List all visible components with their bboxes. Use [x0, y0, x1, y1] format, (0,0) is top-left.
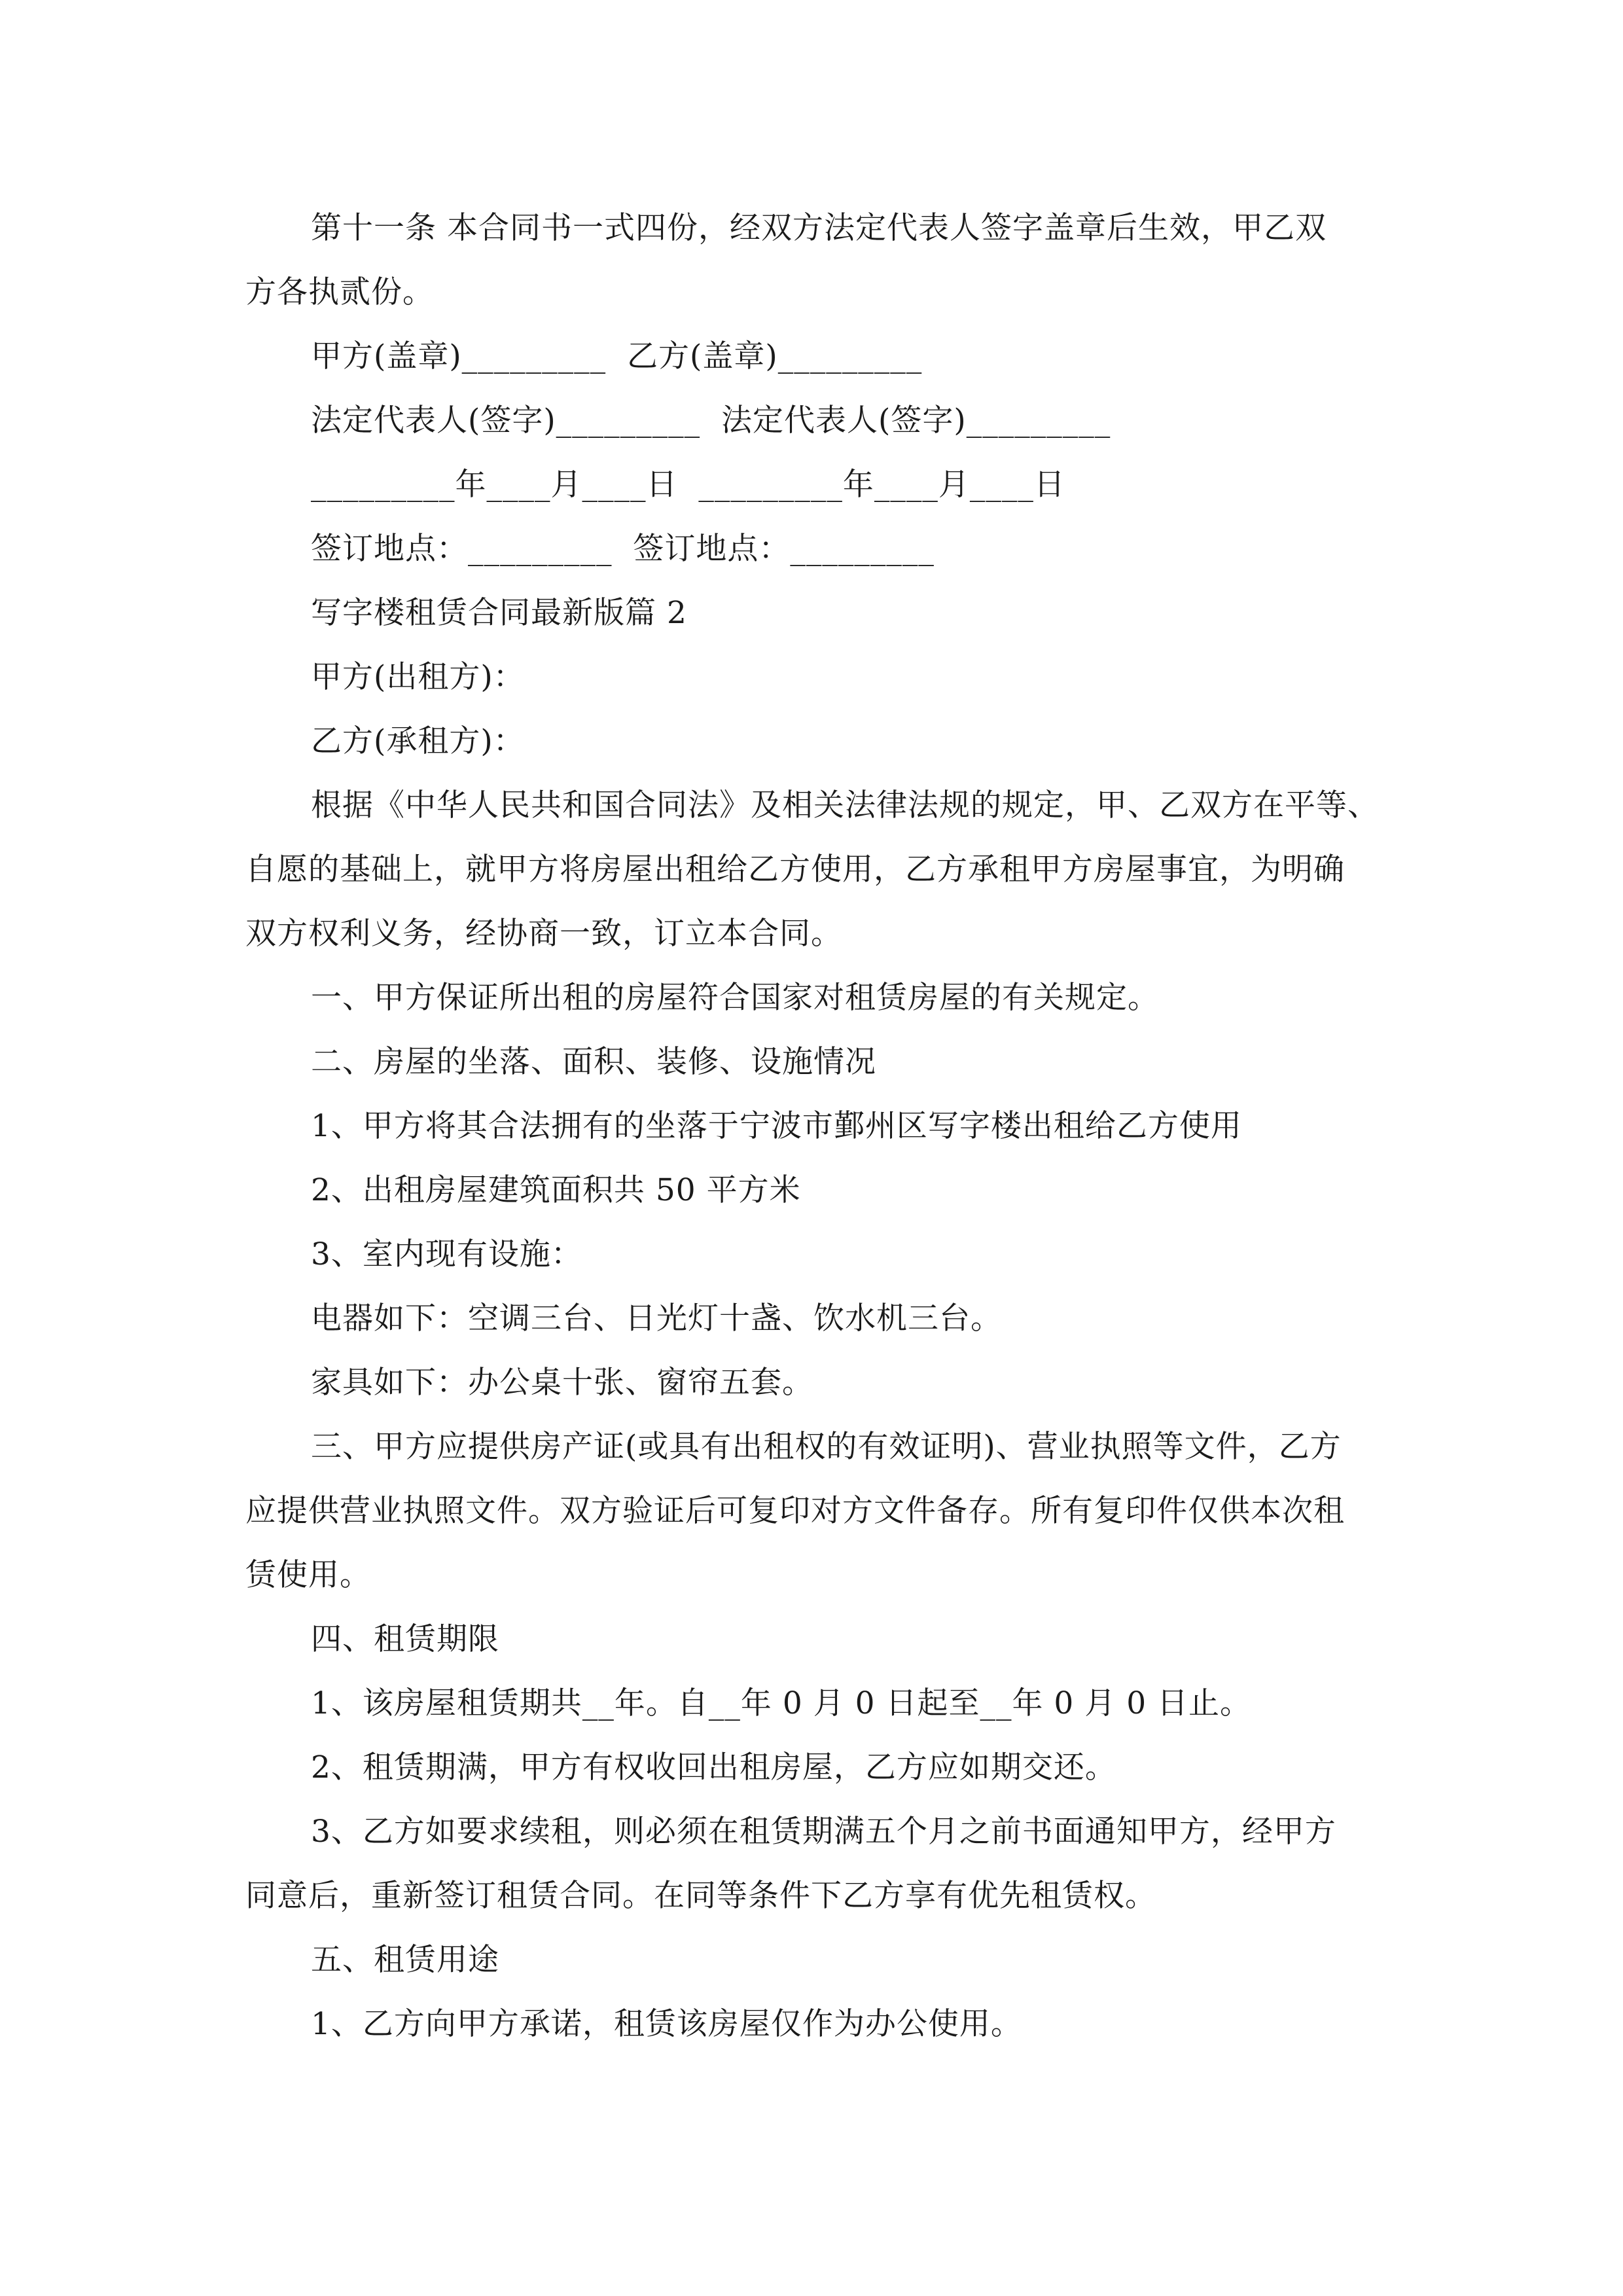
text-line: 自愿的基础上，就甲方将房屋出租给乙方使用，乙方承租甲方房屋事宜，为明确 — [245, 852, 1345, 888]
clause-item: 1、乙方向甲方承诺，租赁该房屋仅作为办公使用。 — [311, 2006, 1022, 2042]
text-line: 第十一条 本合同书一式四份，经双方法定代表人签字盖章后生效，甲乙双 — [311, 210, 1327, 246]
text-line: 根据《中华人民共和国合同法》及相关法律法规的规定，甲、乙双方在平等、 — [311, 787, 1379, 823]
clause-line: 一、甲方保证所出租的房屋符合国家对租赁房屋的有关规定。 — [311, 980, 1159, 1016]
clause-item: 2、出租房屋建筑面积共 50 平方米 — [311, 1172, 801, 1208]
text-line: 同意后，重新签订租赁合同。在同等条件下乙方享有优先租赁权。 — [245, 1878, 1156, 1914]
clause-item: 3、室内现有设施： — [311, 1236, 582, 1272]
clause-line: 三、甲方应提供房产证(或具有出租权的有效证明)、营业执照等文件，乙方 — [311, 1429, 1342, 1465]
signature-line-representative: 法定代表人(签字)_________ 法定代表人(签字)_________ — [311, 403, 1111, 439]
party-a-line: 甲方(出租方)： — [311, 659, 525, 695]
clause-item: 1、甲方将其合法拥有的坐落于宁波市鄞州区写字楼出租给乙方使用 — [311, 1108, 1242, 1144]
clause-heading: 五、租赁用途 — [311, 1942, 499, 1978]
section-heading: 写字楼租赁合同最新版篇 2 — [311, 595, 687, 631]
text-line: 双方权利义务，经协商一致，订立本合同。 — [245, 916, 842, 952]
signature-line-seal: 甲方(盖章)_________ 乙方(盖章)_________ — [311, 338, 923, 374]
text-line: 方各执贰份。 — [245, 274, 434, 310]
signature-line-date: _________年____月____日 _________年____月____日 — [311, 467, 1065, 503]
text-line: 应提供营业执照文件。双方验证后可复印对方文件备存。所有复印件仅供本次租 — [245, 1493, 1345, 1529]
clause-item: 3、乙方如要求续租，则必须在租赁期满五个月之前书面通知甲方，经甲方 — [311, 1814, 1336, 1850]
party-b-line: 乙方(承租方)： — [311, 723, 525, 759]
clause-item: 电器如下：空调三台、日光灯十盏、饮水机三台。 — [311, 1300, 1002, 1336]
signature-line-place: 签订地点：_________ 签订地点：_________ — [311, 531, 935, 567]
document-body — [245, 196, 1378, 2056]
clause-item: 家具如下：办公桌十张、窗帘五套。 — [311, 1365, 813, 1401]
clause-item: 2、租赁期满，甲方有权收回出租房屋，乙方应如期交还。 — [311, 1749, 1116, 1785]
clause-heading: 二、房屋的坐落、面积、装修、设施情况 — [311, 1044, 876, 1080]
text-line: 赁使用。 — [245, 1557, 371, 1593]
clause-item: 1、该房屋租赁期共__年。自__年 0 月 0 日起至__年 0 月 0 日止。 — [311, 1685, 1252, 1721]
clause-heading: 四、租赁期限 — [311, 1621, 499, 1657]
